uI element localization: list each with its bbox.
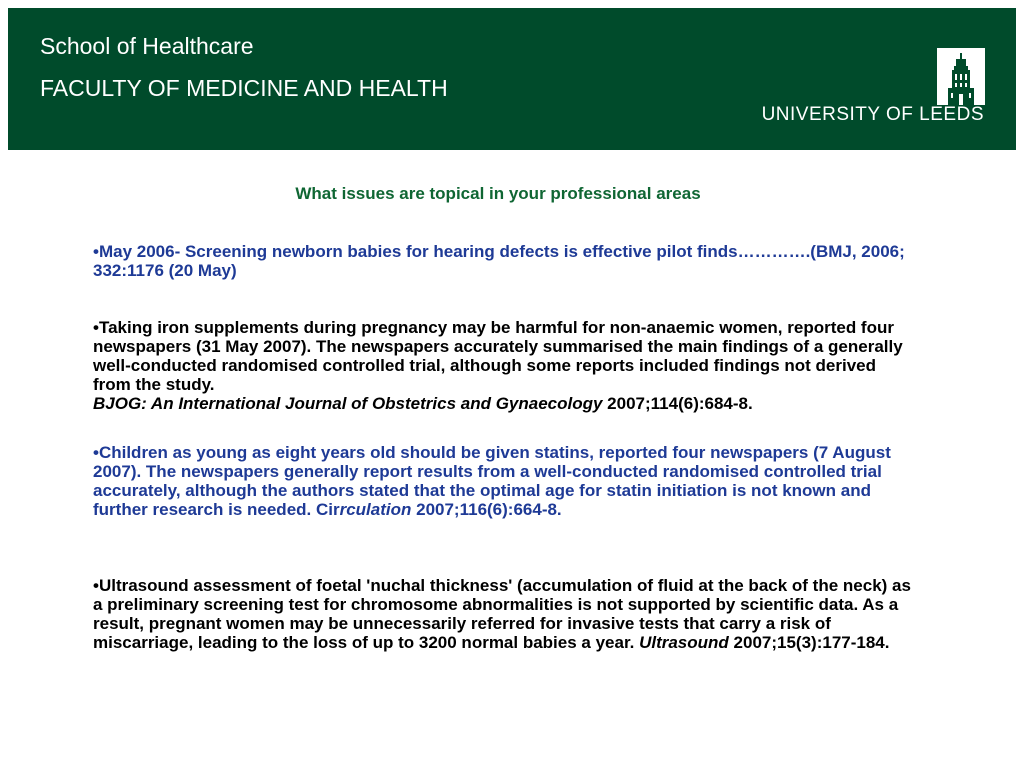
header-banner bbox=[8, 8, 1016, 150]
journal-name: Ultrasound bbox=[639, 633, 729, 652]
item-text: Children as young as eight years old should be given statins, reported four newspapers (7 August 2007). The newspapers generally report results from a well-conducted randomised controlled trial accurately, although the authors stated that the optimal age for statin initiation is not known and further research is needed. Cir bbox=[93, 443, 891, 519]
bullet: • bbox=[93, 318, 99, 337]
bullet: • bbox=[93, 443, 99, 462]
list-item bbox=[93, 242, 913, 280]
journal-name: BJOG: An International Journal of Obstetrics and Gynaecology bbox=[93, 394, 603, 413]
leeds-tower-icon bbox=[937, 48, 985, 105]
journal-name: rculation bbox=[339, 500, 412, 519]
citation: 2007;116(6):664-8. bbox=[411, 500, 562, 519]
item-text: May 2006- Screening newborn babies for hearing defects is effective pilot finds………….(BMJ, 2006; 332:1176 (20 May) bbox=[93, 242, 905, 280]
bullet: • bbox=[93, 576, 99, 595]
item-text: Taking iron supplements during pregnancy may be harmful for non-anaemic women, reported four newspapers (31 May 2007). The newspapers accurately summarised the main findings of a generally well-conducted randomised controlled trial, although some reports included findings not derived from the study. bbox=[93, 318, 903, 394]
bullet: • bbox=[93, 242, 99, 261]
list-item bbox=[93, 576, 913, 652]
faculty-name: FACULTY OF MEDICINE AND HEALTH bbox=[40, 75, 448, 101]
school-name: School of Healthcare bbox=[40, 33, 254, 59]
citation: 2007;114(6):684-8. bbox=[602, 394, 753, 413]
university-logo-text: UNIVERSITY OF LEEDS bbox=[761, 104, 984, 125]
list-item bbox=[93, 318, 913, 413]
item-text: Ultrasound assessment of foetal 'nuchal thickness' (accumulation of fluid at the back of the neck) as a preliminary screening test for chromosome abnormalities is not supported by scientific data. As a result, pregnant women may be unnecessarily referred for invasive tests that carry a risk of miscarriage, leading to the loss of up to 3200 normal babies a year. bbox=[93, 576, 911, 652]
list-item bbox=[93, 443, 913, 519]
citation: 2007;15(3):177-184. bbox=[728, 633, 890, 652]
page-title: What issues are topical in your professional areas bbox=[295, 184, 701, 203]
